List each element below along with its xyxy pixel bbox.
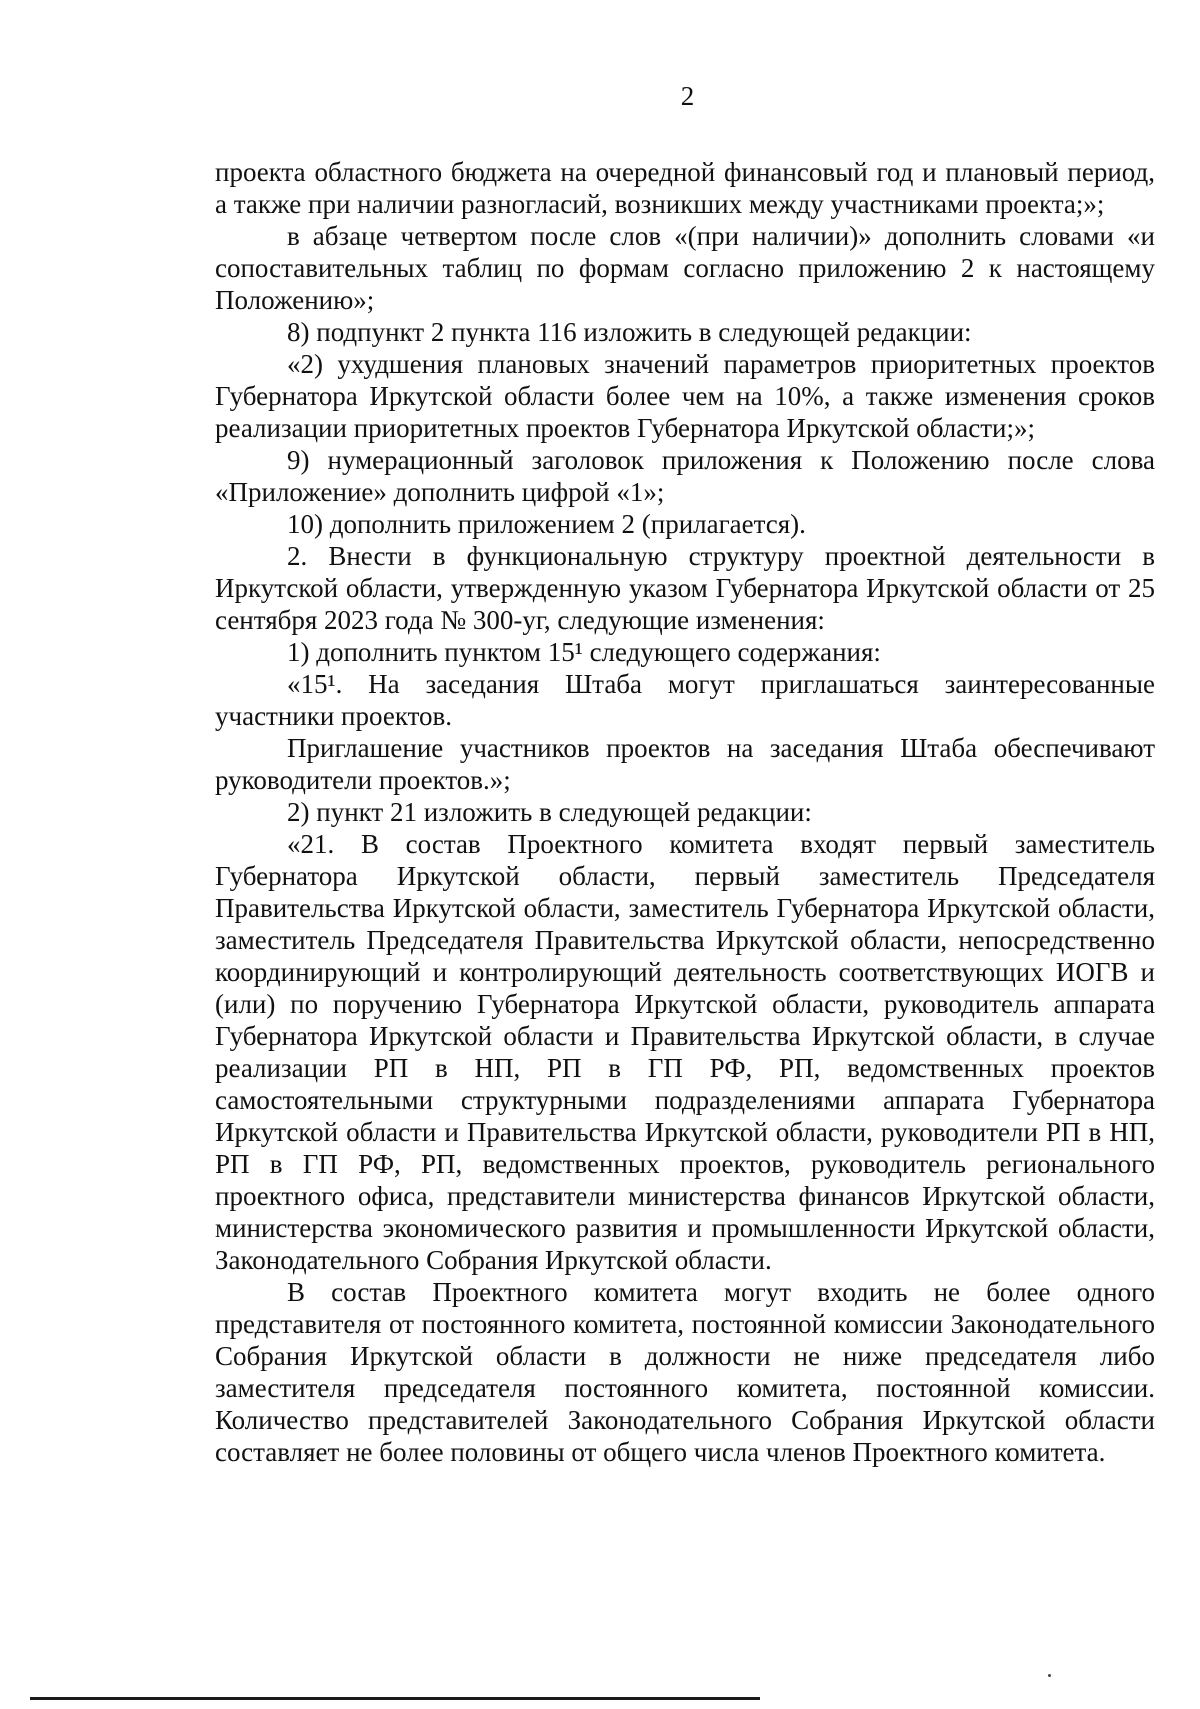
paragraph-5: 9) нумерационный заголовок приложения к Положению после слова «Приложение» дополнить цифрой «1»; (215, 445, 1155, 507)
paragraph-6: 10) дополнить приложением 2 (прилагается). (287, 509, 806, 539)
document-body (215, 156, 1155, 1468)
paragraph-8: 1) дополнить пунктом 15¹ следующего содержания: (287, 637, 881, 667)
bottom-rule (30, 1697, 760, 1700)
scan-speck (1048, 1674, 1051, 1677)
page-number: 2 (680, 81, 695, 111)
paragraph-7: 2. Внести в функциональную структуру проектной деятельности в Иркутской области, утвержденную указом Губернатора Иркутской области от 25 сентября 2023 года № 300-уг, следующие изменения: (215, 541, 1155, 635)
paragraph-11: 2) пункт 21 изложить в следующей редакции: (287, 797, 812, 827)
paragraph-1: проекта областного бюджета на очередной финансовый год и плановый период, а также при наличии разногласий, возникших между участниками проекта;»; (215, 157, 1155, 219)
paragraph-9: «15¹. На заседания Штаба могут приглашаться заинтересованные участники проектов. (215, 669, 1155, 731)
paragraph-2: в абзаце четвертом после слов «(при наличии)» дополнить словами «и сопоставительных таблиц по формам согласно приложению 2 к настоящему Положению»; (215, 221, 1155, 315)
paragraph-3: 8) подпункт 2 пункта 116 изложить в следующей редакции: (287, 317, 972, 347)
paragraph-10: Приглашение участников проектов на заседания Штаба обеспечивают руководители проектов.»; (215, 733, 1155, 795)
paragraph-4: «2) ухудшения плановых значений параметров приоритетных проектов Губернатора Иркутской области более чем на 10%, а также изменения сроков реализации приоритетных проектов Губернатора Иркутской области;»; (215, 349, 1155, 443)
paragraph-13: В состав Проектного комитета могут входить не более одного представителя от постоянного комитета, постоянной комиссии Законодательного Собрания Иркутской области в должности не ниже председателя либо заместителя председателя постоянного комитета, постоянной комиссии. Количество представителей Законодательного Собрания Иркутской области составляет не более половины от общего числа членов Проектного комитета. (215, 1277, 1155, 1467)
paragraph-12: «21. В состав Проектного комитета входят первый заместитель Губернатора Иркутской области, первый заместитель Председателя Правительства Иркутской области, заместитель Губернатора Иркутской области, заместитель Председателя Правительства Иркутской области, непосредственно координирующий и контролирующий деятельность соответствующих ИОГВ и (или) по поручению Губернатора Иркутской области, руководитель аппарата Губернатора Иркутской области и Правительства Иркутской области, в случае реализации РП в НП, РП в ГП РФ, РП, ведомственных проектов самостоятельными структурными подразделениями аппарата Губернатора Иркутской области и Правительства Иркутской области, руководители РП в НП, РП в ГП РФ, РП, ведомственных проектов, руководитель регионального проектного офиса, представители министерства финансов Иркутской области, министерства экономического развития и промышленности Иркутской области, Законодательного Собрания Иркутской области. (215, 829, 1155, 1275)
